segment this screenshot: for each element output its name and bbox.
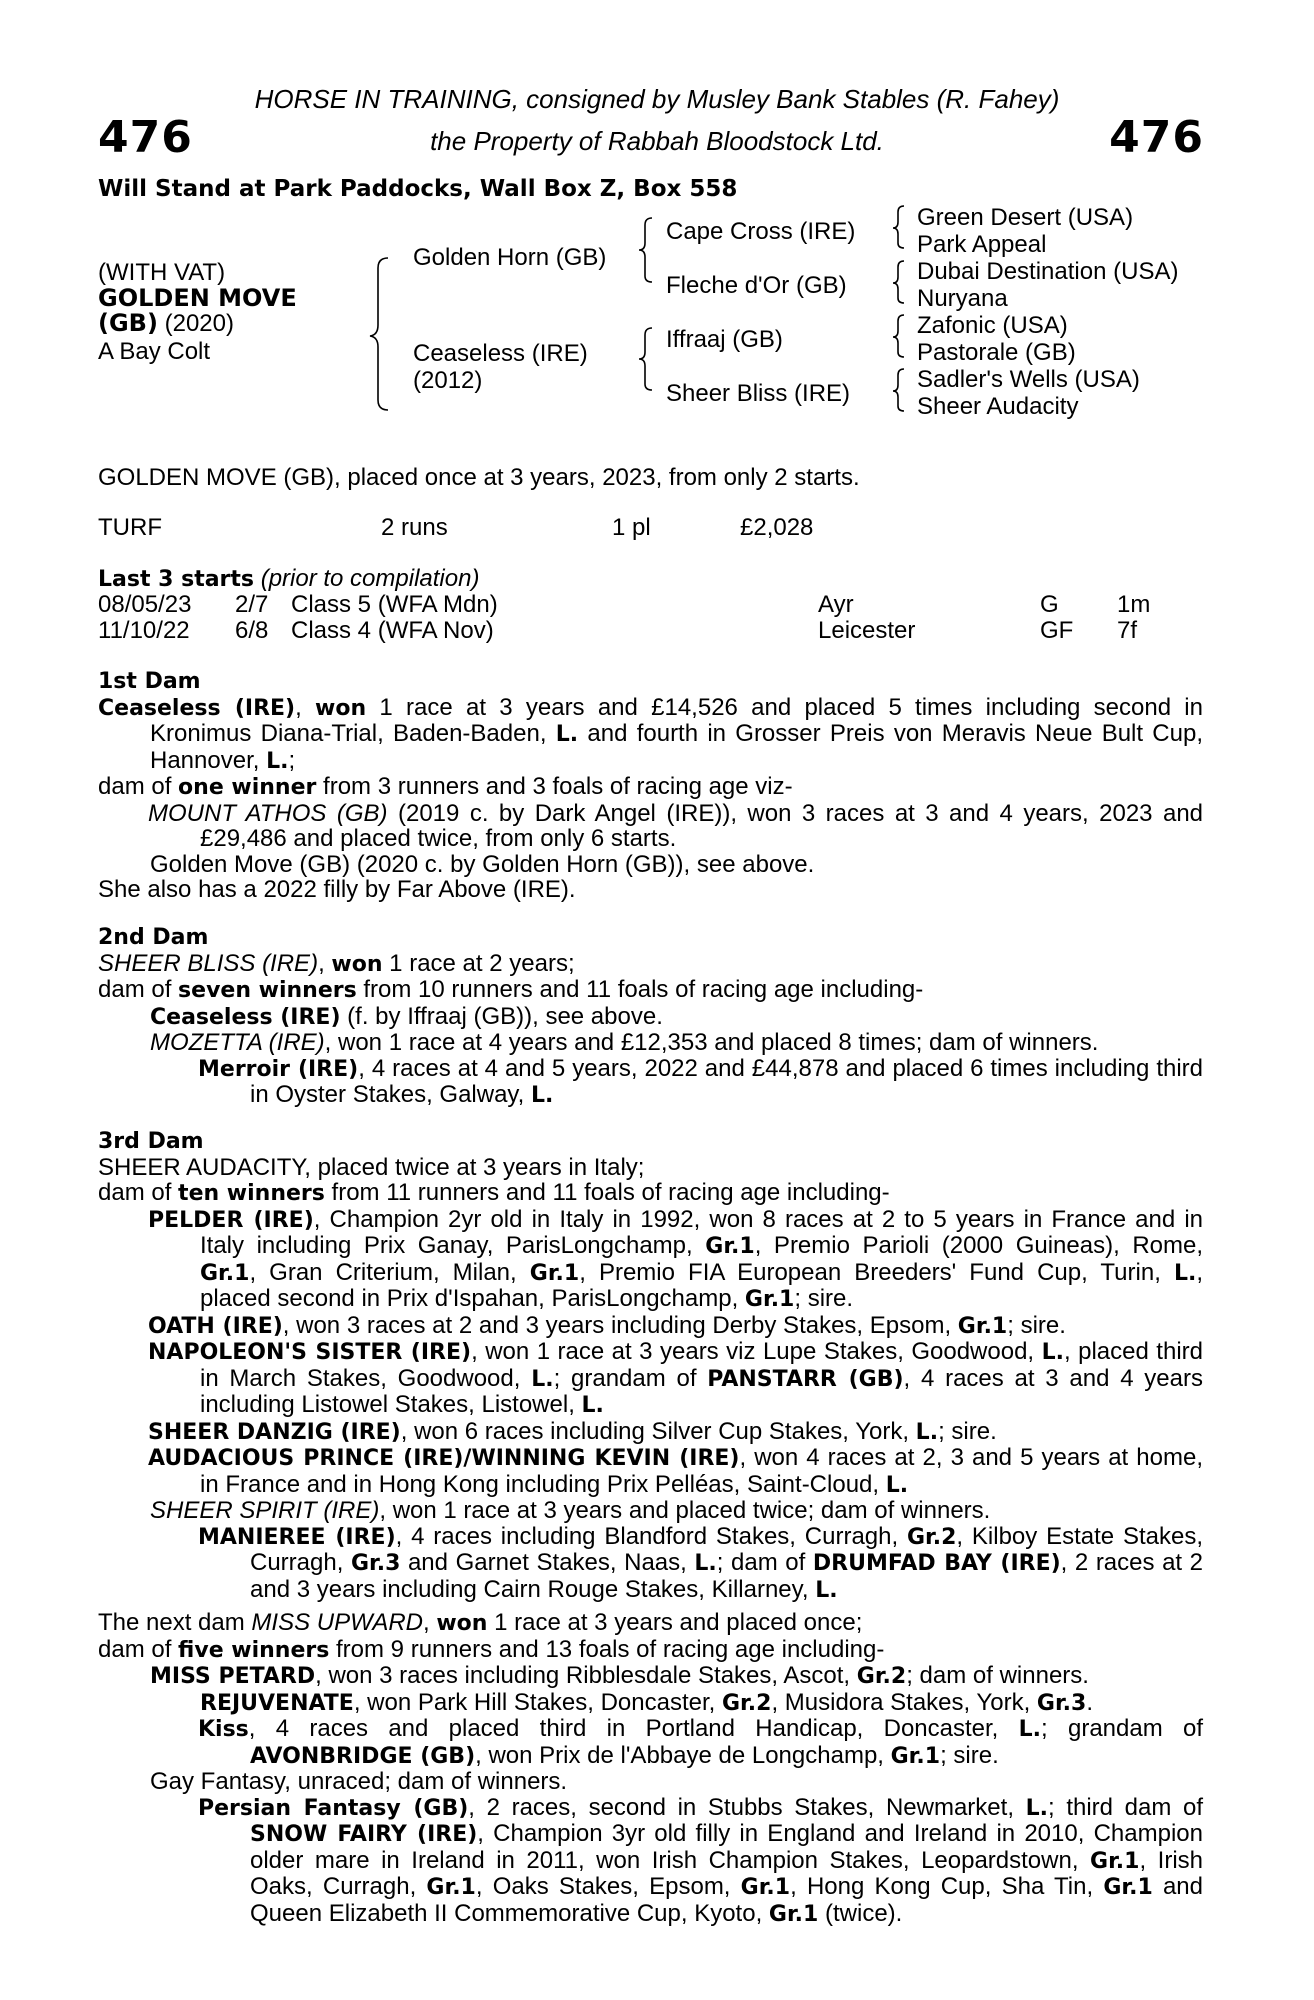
sdd: Nuryana: [917, 285, 1008, 312]
race-summary: GOLDEN MOVE (GB), placed once at 3 years, 2023, from only 2 starts.: [98, 464, 860, 491]
produce-item: Kiss, 4 races and placed third in Portland Handicap, Doncaster, L.; grandam of AVONBRIDGE (GB), won Prix de l'Abbaye de Longchamp, Gr.1; sire.: [198, 1715, 1204, 1769]
produce-item: NAPOLEON'S SISTER (IRE), won 1 race at 3 years viz Lupe Stakes, Goodwood, L., placed third in March Stakes, Goodwood, L.; grandam of PANSTARR (GB), 4 races at 3 and 4 years including Listowel Stakes, Listowel, L.: [148, 1338, 1203, 1418]
start-distance: 7f: [1117, 617, 1138, 644]
produce-item: OATH (IRE), won 3 races at 2 and 3 years including Derby Stakes, Epsom, Gr.1; sire.: [148, 1311, 1066, 1339]
produce-intro: dam of ten winners from 11 runners and 11 foals of racing age including-: [98, 1179, 890, 1206]
record-placed: 1 pl: [612, 514, 651, 541]
start-class: Class 5 (WFA Mdn): [291, 591, 498, 618]
dam-dam: Sheer Bliss (IRE): [666, 380, 851, 407]
property-line: the Property of Rabbah Bloodstock Ltd.: [430, 126, 884, 156]
second-dam-section: [98, 924, 1203, 1109]
dam-year: (2012): [413, 367, 483, 394]
consignor-line: HORSE IN TRAINING, consigned by Musley Bank Stables (R. Fahey): [254, 84, 1060, 114]
dam-paragraph: Ceaseless (IRE), won 1 race at 3 years and £14,526 and placed 5 times including second in Kronimus Diana-Trial, Baden-Baden, L. and fourth in Grosser Preis von Meravis Neue Bult Cup, Hannover, L.;: [98, 693, 1203, 774]
produce-item: SHEER SPIRIT (IRE), won 1 race at 3 years and placed twice; dam of winners.: [150, 1497, 991, 1524]
sss: Green Desert (USA): [917, 204, 1134, 231]
start-date: 08/05/23: [98, 591, 192, 618]
dds: Sadler's Wells (USA): [917, 366, 1140, 393]
stand-location: Will Stand at Park Paddocks, Wall Box Z, Box 558: [98, 176, 738, 202]
third-dam-section: [98, 1128, 1203, 1603]
last-starts-heading: Last 3 starts (prior to compilation): [98, 565, 480, 592]
start-distance: 1m: [1117, 591, 1151, 618]
start-position: 6/8: [235, 617, 269, 644]
ss-brace: [893, 206, 904, 248]
produce-item: PELDER (IRE), Champion 2yr old in Italy in 1992, won 8 races at 2 to 5 years in France and in Italy including Prix Ganay, ParisLongchamp, Gr.1, Premio Parioli (2000 Guineas), Rome, Gr.1, Gran Criterium, Milan, Gr.1, Premio FIA European Breeders' Fund Cup, Turin, L., placed second in Prix d'Ispahan, ParisLongchamp, Gr.1; sire.: [148, 1205, 1204, 1312]
sds: Dubai Destination (USA): [917, 258, 1179, 285]
produce-item: MOZETTA (IRE), won 1 race at 4 years and £12,353 and placed 8 times; dam of winners.: [150, 1029, 1099, 1056]
produce-intro: dam of five winners from 9 runners and 13 foals of racing age including-: [98, 1635, 885, 1663]
section-heading: 3rd Dam: [98, 1129, 204, 1154]
start-position: 2/7: [235, 591, 269, 618]
produce-item: REJUVENATE, won Park Hill Stakes, Doncaster, Gr.2, Musidora Stakes, York, Gr.3.: [200, 1688, 1094, 1716]
start-going: G: [1040, 591, 1059, 618]
ds-brace: [893, 315, 904, 357]
dam-brace: [639, 328, 652, 390]
produce-item: MOUNT ATHOS (GB) (2019 c. by Dark Angel (IRE)), won 3 races at 3 and 4 years, 2023 and £29,486 and placed twice, from only 6 starts.: [148, 799, 1204, 852]
main-brace: [370, 258, 388, 410]
produce-item: MISS PETARD, won 3 races including Ribblesdale Stakes, Ascot, Gr.2; dam of winners.: [150, 1662, 1089, 1689]
sire-sire: Cape Cross (IRE): [666, 218, 856, 245]
produce-item: MANIEREE (IRE), 4 races including Blandford Stakes, Curragh, Gr.2, Kilboy Estate Stakes, Curragh, Gr.3 and Garnet Stakes, Naas, L.; dam of DRUMFAD BAY (IRE), 2 races at 2 and 3 years including Cairn Rouge Stakes, Killarney, L.: [198, 1522, 1204, 1603]
ssd: Park Appeal: [917, 231, 1047, 258]
dam-paragraph: The next dam MISS UPWARD, won 1 race at 3 years and placed once;: [98, 1609, 863, 1636]
produce-item: Merroir (IRE), 4 races at 4 and 5 years, 2022 and £44,878 and placed 6 times including third in Oyster Stakes, Galway, L.: [198, 1054, 1204, 1108]
produce-item: Gay Fantasy, unraced; dam of winners.: [150, 1768, 568, 1795]
sire-dam: Fleche d'Or (GB): [666, 272, 847, 299]
start-course: Leicester: [818, 617, 916, 644]
start-class: Class 4 (WFA Nov): [291, 617, 494, 644]
sire: Golden Horn (GB): [413, 244, 607, 271]
dam-paragraph: SHEER AUDACITY, placed twice at 3 years in Italy;: [98, 1153, 645, 1181]
dam-paragraph: SHEER BLISS (IRE), won 1 race at 2 years;: [98, 949, 575, 977]
produce-item: Persian Fantasy (GB), 2 races, second in Stubbs Stakes, Newmarket, L.; third dam of SNOW FAIRY (IRE), Champion 3yr old filly in England and Ireland in 2010, Champion older mare in Ireland in 2011, won Irish Champion Stakes, Leopardstown, Gr.1, Irish Oaks, Curragh, Gr.1, Oaks Stakes, Epsom, Gr.1, Hong Kong Cup, Sha Tin, Gr.1 and Queen Elizabeth II Commemorative Cup, Kyoto, Gr.1 (twice).: [198, 1793, 1203, 1927]
produce-item: SHEER DANZIG (IRE), won 6 races including Silver Cup Stakes, York, L.; sire.: [148, 1417, 997, 1445]
produce-intro: dam of seven winners from 10 runners and 11 foals of racing age including-: [98, 976, 924, 1003]
sd-brace: [893, 261, 904, 303]
produce-item: Ceaseless (IRE) (f. by Iffraaj (GB)), see above.: [150, 1002, 663, 1030]
lot-number-left: 476: [98, 112, 193, 163]
horse-name: GOLDEN MOVE: [98, 284, 297, 312]
produce-item: AUDACIOUS PRINCE (IRE)/WINNING KEVIN (IRE), won 4 races at 2, 3 and 5 years at home, in France and in Hong Kong including Prix Pelléas, Saint-Cloud, L.: [148, 1444, 1203, 1498]
start-course: Ayr: [818, 591, 854, 618]
record-surface: TURF: [98, 514, 162, 541]
dd-brace: [893, 369, 904, 411]
start-date: 11/10/22: [98, 617, 190, 644]
dsd: Pastorale (GB): [917, 339, 1076, 366]
vat-note: (WITH VAT): [98, 259, 226, 286]
dam-sire: Iffraaj (GB): [666, 326, 783, 353]
produce-intro: dam of one winner from 3 runners and 3 foals of racing age viz-: [98, 773, 793, 800]
record-runs: 2 runs: [381, 514, 448, 541]
dss: Zafonic (USA): [917, 312, 1068, 339]
record-earnings: £2,028: [740, 514, 814, 541]
first-dam-section: [98, 668, 1203, 903]
ddd: Sheer Audacity: [917, 393, 1079, 420]
start-going: GF: [1040, 617, 1074, 644]
sire-brace: [639, 218, 652, 282]
horse-suffix-year: (GB) (2020): [98, 309, 234, 337]
dam: Ceaseless (IRE): [413, 340, 588, 367]
produce-item: Golden Move (GB) (2020 c. by Golden Horn (GB)), see above.: [150, 850, 815, 878]
lot-number-right: 476: [1109, 112, 1204, 163]
produce-note: She also has a 2022 filly by Far Above (IRE).: [98, 876, 576, 903]
horse-description: A Bay Colt: [98, 338, 211, 365]
next-dam-section: [98, 1610, 1203, 1927]
section-heading: 1st Dam: [98, 669, 201, 694]
section-heading: 2nd Dam: [98, 925, 209, 950]
